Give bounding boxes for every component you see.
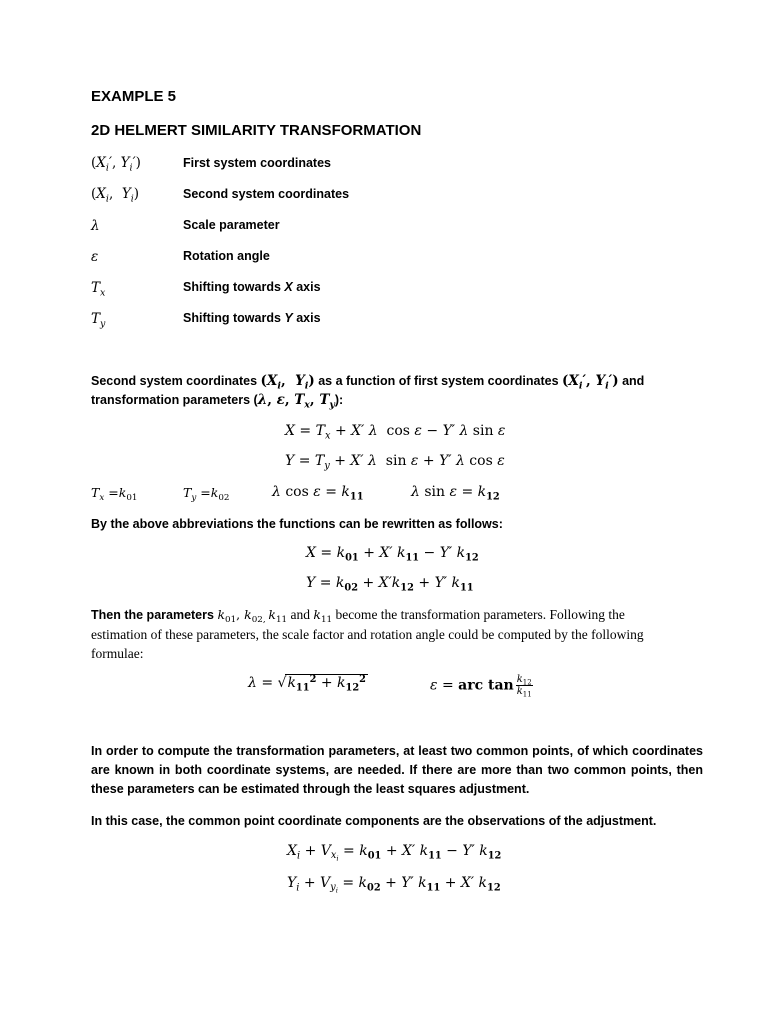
equation-y: $Y = T_y + X'$ λ sin ε + Y′ λ cos ε <box>285 453 505 472</box>
example-title: EXAMPLE 5 <box>91 88 177 105</box>
definition-text: Second system coordinates <box>183 187 350 201</box>
abbrev-k12: λ $\sin \varepsilon = k_{12}$ <box>411 484 500 503</box>
paragraph-observations: In this case, the common point coordinate components are the observations of the adjustment. <box>91 814 657 828</box>
section-heading: 2D HELMERT SIMILARITY TRANSFORMATION <box>91 122 422 139</box>
observation-equation-x: $X_i + V_{x_i} = k_{01} + X'$ $k_{11} - Y'$ $k_{12}$ <box>287 843 502 863</box>
definition-text: Shifting towards X axis <box>183 280 321 294</box>
formula-rotation: ε = arc tan $\frac{k_{12}}{k_{11}}$ <box>430 674 532 699</box>
paragraph-intro: Second system coordinates ($X_i$, $Y_i$) as a function of first system coordinates ($X_i'$, $Y_i'$) and transformation parameters (λ, ε, $T_x$, $T_y$): <box>91 373 645 411</box>
equation-y-rewritten: $Y = k_{02} + X'k_{12} + Y'$ $k_{11}$ <box>306 575 474 594</box>
abbrev-ty: $T_y =k_{02}$ <box>183 485 230 504</box>
paragraph-rewrite: By the above abbreviations the functions can be rewritten as follows: <box>91 517 503 531</box>
equation-x: $X = T_x + X'$ λ cos ε − Y′ λ sin ε <box>285 423 506 442</box>
symbol-second-coords: ($X_i$, $Y_i$) <box>91 186 140 205</box>
formula-scale: $\lambda = √k_{11}^2 + k_{12}^2$ <box>248 674 366 694</box>
definition-text: Shifting towards Y axis <box>183 311 321 325</box>
paragraph-parameters: Then the parameters $k_{01}$, $k_{02,}$ $k_{11}$ and $k_{11}$ become the transformation parameters. Following the estimation of these parameters, the scale factor and rotation angle could be computed by the following formulae: <box>91 607 644 661</box>
definition-text: Rotation angle <box>183 249 270 263</box>
paragraph-common-points: In order to compute the transformation parameters, at least two common points, of which coordinates are known in both coordinate systems, are needed. If there are more than two common points, then these parameters can be estimated through the least squares adjustment. <box>91 744 703 796</box>
symbol-first-coords: ($X_i'$, $Y_i'$) <box>91 155 141 174</box>
symbol-epsilon: ε <box>91 249 99 265</box>
definition-text: First system coordinates <box>183 156 331 170</box>
symbol-lambda: λ <box>91 218 100 234</box>
symbol-ty: $T_y$ <box>91 311 106 330</box>
abbrev-tx: $T_x =k_{01}$ <box>91 485 138 504</box>
definition-text: Scale parameter <box>183 218 280 232</box>
symbol-tx: $T_x$ <box>91 280 106 299</box>
observation-equation-y: $Y_i + V_{y_i} = k_{02} + Y'$ $k_{11} + X'$ $k_{12}$ <box>287 875 501 895</box>
abbrev-k11: λ $\cos \varepsilon = k_{11}$ <box>272 484 364 503</box>
equation-x-rewritten: $X = k_{01} + X'$ $k_{11} - Y'$ $k_{12}$ <box>306 545 479 564</box>
